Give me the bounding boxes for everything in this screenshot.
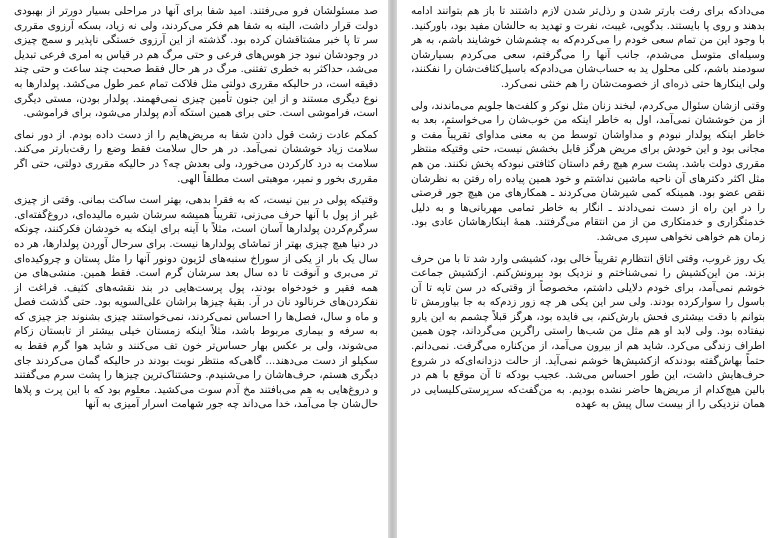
right-page-text (411, 4, 765, 538)
right-page (397, 0, 781, 538)
right-paragraph-3: یک روز غروب، وقتی اتاق انتظارم تقریباً خالی بود، کشیشی وارد شد تا با من حرف بزند. من این‌کشیش را نمی‌شناختم و نزدیک بود بیرونش‌کنم. ازکشیش جماعت خوشم نمی‌آمد، برای خودم دلایلی داشتم، مخصوصاً از وقتی‌که در سن تاپه تا آن باسول را سوارکرده بودند. ولی سر این یکی هر چه زور زدم‌که به جا بیاورمش تا بتوانم با دقت بیشتری فحش بارش‌کنم، بی فایده بود، هرگز قبلاً چشمم به این یارو نیفتاده بود. ولی لابد او هم مثل من شب‌ها راستی راگرین می‌گرداند، چون همین اطراف زندگی می‌کرد. شاید هم از بیرون می‌آمد، از من‌کناره می‌گرفت. نمی‌دانم. حتماً بهاش‌گفته بودندکه ازکشیش‌ها خوشم نمی‌آید. از حالت دزدانه‌ای‌که در شروع حرف‌هایش داشت، این طور احساس می‌شد. عجیب بودکه تا آن موقع با هم در بالین هیچ‌کدام از مریض‌ها حاضر نشده بودیم. به من‌گفت‌که سرپرستی‌کلیسایی در همان نزدیکی را از بیست سال پیش به عهده (411, 252, 765, 411)
right-paragraph-2: وقتی ازشان سئوال می‌کردم، لبخند زنان مثل نوکر و کلفت‌ها جلویم می‌ماندند، ولی از من خوششان نمی‌آمد، اول به خاطر اینکه من خوب‌شان را می‌خواستم، بعد به خاطر اینکه پولدار نبودم و مداوا‌شان توسط من به معنی مداوای تقریباً مفت و مجانی بود و این خودش برای مریض هرگز قابل بخشش نیست، حتی وقتیکه منتظر مقرری دولت باشد. پشت سرم هیچ رقم داستان کثافتی نبودکه پخش نکنند. من هم مثل اکثر دکترهای آن ناحیه ماشین نداشتم و خود همین پیاده راه رفتن به نظرشان نقص عضو بود. همینکه کمی شیرشان می‌کردند ـ همکارهای من هیچ جور فرصتی را در این راه از دست نمی‌دادند ـ انگار به خاطر تمامی مهربانی‌ها و به دلیل خدمتگزاری و خدمتکاری من از من انتقام می‌گرفتند. همهٔ اینکارهاشان عادی بود. زمان هم خواهی نخواهی سپری می‌شد. (411, 99, 765, 243)
left-paragraph-1: صد مسئولشان فرو می‌رفتند. امید شفا برای آنها در مراحلی بسیار دورتر از بهبودی دولت قرار داشت، البته به شفا هم فکر می‌کردند، ولی نه زیاد، بسکه آرزوی مقرری سر تا پا خبر مشتاقشان کرده بود. گذشته از این آرزوی خستگی ناپذیر و سمج چیزی در وجودشان نبود جز هوس‌های فرعی و حتی مرگ هم در قیاس به امری فرعی تبدیل می‌شد، حداکثر به خطری تفتنی. مرگ در هر حال فقط صحبت چند ساعت و حتی چند دقیقه است، در حالیکه مقرری دولتی مثل فلاکت تمام عمر طول می‌کشد. پولدارها به نوع دیگری مستند و از این جنون تأمین چیزی نمی‌فهمند. پولدار بودن، مستی دیگری است، فراموشی است. حتی برای همین استکه آدم پولدار می‌شود، برای فراموشی. (14, 5, 378, 120)
book-gutter (388, 0, 397, 538)
left-page-text (14, 4, 378, 538)
left-paragraph-2: کمکم عادت زشت قول دادن شفا به مریض‌هایم را از دست داده بودم. از دور نمای سلامت زیاد خوششان نمی‌آمد. در هر حال سلامت فقط وضع را رقت‌بارتر می‌کند. سلامت به درد کارکردن می‌خورد، ولی بعدش چه؟ در حالیکه مقرری دولتی، حتی اگر مقرری بخور و نمیر، موهبتی است مطلقاً الهی. (14, 128, 378, 185)
right-paragraph-1: می‌دادکه برای رفت بارتر شدن و رذل‌تر شدن لازم داشتند تا باز هم بتوانند ادامه بدهند و روی پا بایستند. بدگویی، غیبت، نفرت و تهدید به حالشان مفید بود، باورکنید. با وجود این من تمام سعی خودم را می‌کردم‌که به چشم‌شان خوشایند باشم، به هر وسیله‌ای متوسل می‌شدم، جانب آنها را می‌گرفتم، سعی می‌کردم بسیار‌شان سودمند باشم، کلی محلول ید به‌ حساب‌شان می‌دادم‌که باسیل‌کثافت‌شان را نفکنند، ولی اینکارها حتی ذره‌ای از خصومت‌شان را هم خنثی نمی‌کرد. (411, 5, 765, 90)
left-page (0, 0, 388, 538)
left-paragraph-3: وقتیکه پولی در بین نیست، که به فقرا بدهی، بهتر است ساکت بمانی. وقتی از چیزی غیر از پول با آنها حرف می‌زنی، تقریباً همیشه سرشان شیره مالیده‌ای، دروغ‌گفته‌ای. سرگرم‌کردن پولدارها آسان است، مثلاً با آینه برای اینکه به خودشان فکرکنند، چونکه در دنیا هیچ چیزی بهتر از تماشای پولدارها نیست. برای سرحال آوردن پولدارها، هر ده سال یک بار از یکی از سوراخ سنبه‌های لژیون دونور آنها را مثل پستان و چروکیده‌ای تر می‌بری و آنوقت تا ده سال بعد سرشان گرم است. فقط همین. منشی‌های من همه فقیر و خودخواه بودند، پول پرست‌هایی در بند نقشه‌های کثیف. فراغت از نفکردن‌های خرنالود نان در آر. بقیهٔ چیزها براشان علی‌السویه بود. حتی گذشت فصل و ماه و سال، فصل‌ها را احساس نمی‌کردند، نمی‌خواستند چیزی بشنوند جز چیزی که به سرفه و بیماری مربوط باشد، مثلاً اینکه زمستان خیلی بیشتر از تابستان زکام می‌شوند، ولی بر عکس بهار حساس‌تر خون تف می‌کنند و شاید هوا گرم فقط به سکیلو از دست می‌دهند... گاهی‌که منتظر نوبت بودند در حالیکه گمان می‌کردند جای دیگری هستم، حرف‌هاشان را می‌شنیدم. وحشتناک‌ترین چیزها را پشت سرم می‌گفتند و دروغ‌هایی به هم می‌بافتند مخ آدم سوت می‌کشید. معلوم بود که با این پرت و پلاها حال‌شان جا می‌آمد، خدا می‌داند چه جور شهامت اسرار آمیزی به آنها (14, 194, 378, 411)
